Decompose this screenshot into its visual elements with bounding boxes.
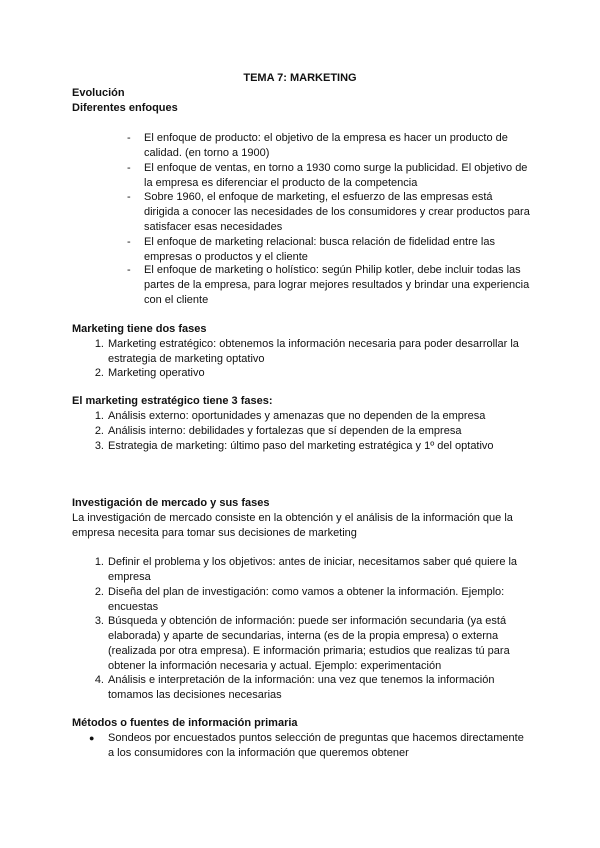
number-marker: 1.	[94, 338, 104, 350]
list-item-marketing-operativo: Marketing operativo	[108, 367, 205, 379]
list-item-definir-problema: Definir el problema y los objetivos: antes de iniciar, necesitamos saber qué quiere la empresa	[108, 556, 518, 583]
heading-marketing-estrategico-fases: El marketing estratégico tiene 3 fases:	[72, 395, 273, 407]
list-item-enfoque-relacional: El enfoque de marketing relacional: busca relación de fidelidad entre las empresas o productos y el cliente	[144, 236, 495, 263]
list-item-analisis-externo: Análisis externo: oportunidades y amenazas que no dependen de la empresa	[108, 410, 486, 422]
list-item-enfoque-producto: El enfoque de producto: el objetivo de la empresa es hacer un producto de calidad. (en torno a 1900)	[144, 132, 508, 159]
bullet-marker: ●	[89, 733, 95, 743]
paragraph-investigacion-intro: La investigación de mercado consiste en la obtención y el análisis de la información que la empresa necesita para tomar sus decisiones de marketing	[72, 512, 513, 539]
number-marker: 3.	[94, 615, 104, 627]
number-marker: 4.	[94, 674, 104, 686]
dash-marker: -	[127, 236, 131, 248]
number-marker: 3.	[94, 440, 104, 452]
heading-diferentes-enfoques: Diferentes enfoques	[72, 102, 178, 114]
dash-marker: -	[127, 264, 131, 276]
number-marker: 1.	[94, 410, 104, 422]
heading-metodos-fuentes: Métodos o fuentes de información primaria	[72, 717, 298, 729]
document-title: TEMA 7: MARKETING	[243, 72, 357, 84]
dash-marker: -	[127, 162, 131, 174]
list-item-diseno-plan: Diseña del plan de investigación: como vamos a obtener la información. Ejemplo: encuestas	[108, 586, 505, 613]
dash-marker: -	[127, 191, 131, 203]
heading-investigacion-mercado: Investigación de mercado y sus fases	[72, 497, 270, 509]
number-marker: 2.	[94, 367, 104, 379]
heading-evolucion: Evolución	[72, 87, 125, 99]
heading-marketing-dos-fases: Marketing tiene dos fases	[72, 323, 207, 335]
number-marker: 2.	[94, 425, 104, 437]
list-item-sondeos: Sondeos por encuestados puntos selección de preguntas que hacemos directamente a los consumidores con la información que queremos obtener	[108, 732, 524, 759]
list-item-enfoque-holistico: El enfoque de marketing o holístico: según Philip kotler, debe incluir todas las partes de la empresa, para lograr mejores resultados y brindar una experiencia con el cliente	[144, 264, 530, 306]
number-marker: 2.	[94, 586, 104, 598]
list-item-enfoque-ventas: El enfoque de ventas, en torno a 1930 como surge la publicidad. El objetivo de la empresa es diferenciar el producto de la competencia	[144, 162, 528, 189]
list-item-estrategia-marketing: Estrategia de marketing: último paso del marketing estratégica y 1º del optativo	[108, 440, 494, 452]
dash-marker: -	[127, 132, 131, 144]
list-item-marketing-estrategico: Marketing estratégico: obtenemos la información necesaria para poder desarrollar la estrategia de marketing optativo	[108, 338, 519, 365]
list-item-enfoque-marketing: Sobre 1960, el enfoque de marketing, el esfuerzo de las empresas está dirigida a conocer las necesidades de los consumidores y crear productos para satisfacer esas necesidades	[144, 191, 530, 233]
number-marker: 1.	[94, 556, 104, 568]
list-item-analisis-interno: Análisis interno: debilidades y fortalezas que sí dependen de la empresa	[108, 425, 462, 437]
list-item-analisis-interpretacion: Análisis e interpretación de la información: una vez que tenemos la información tomamos las decisiones necesarias	[108, 674, 495, 701]
list-item-busqueda-informacion: Búsqueda y obtención de información: puede ser información secundaria (ya está elaborada) y aparte de secundarias, interna (es de la propia empresa) o externa (realizada por otra empresa). E información primaria; estudios que realizas tú para obtener la información necesaria y actual. Ejemplo: experimentación	[108, 615, 510, 672]
